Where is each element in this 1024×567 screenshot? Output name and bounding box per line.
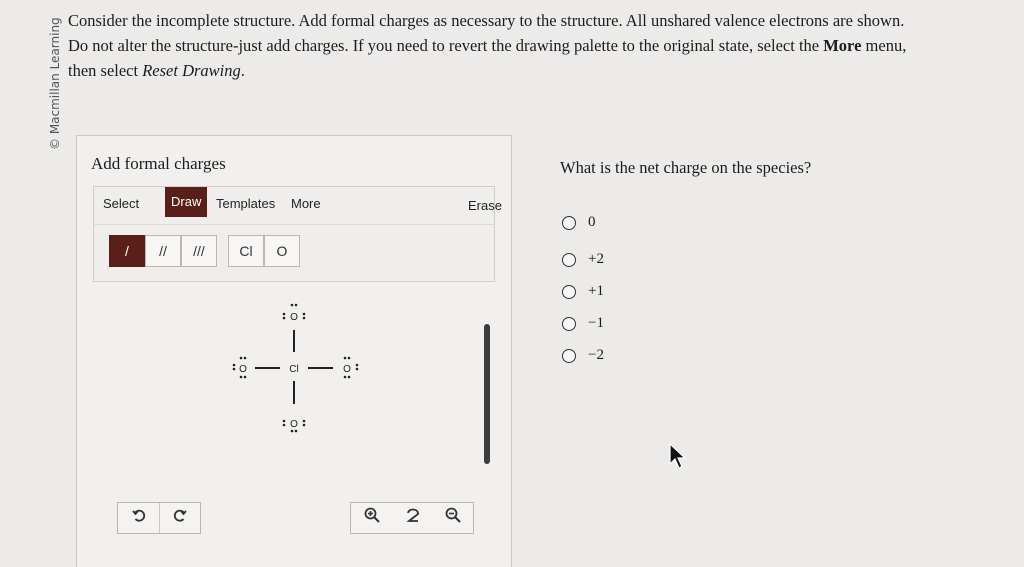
undo-button[interactable] (118, 503, 160, 533)
atom-left: O (239, 364, 247, 375)
zoom-controls (350, 502, 474, 534)
radio-button[interactable] (562, 216, 576, 230)
option-label: 0 (588, 214, 596, 230)
draw-tool[interactable]: Draw (165, 187, 207, 217)
erase-tool[interactable]: Erase (468, 198, 502, 213)
atom-right: O (343, 364, 351, 375)
reset-zoom-button[interactable] (392, 503, 433, 533)
prompt-line-1: Consider the incomplete structure. Add formal charges as necessary to the structure. All unshared valence electrons are shown. (68, 11, 905, 30)
templates-menu[interactable]: Templates (216, 196, 276, 211)
reset-zoom-icon (405, 507, 421, 523)
panel-title: Add formal charges (91, 154, 226, 173)
undo-redo-controls (117, 502, 201, 534)
canvas-scrollbar[interactable] (484, 324, 490, 464)
molecule-drawing (77, 136, 511, 496)
radio-button[interactable] (562, 253, 576, 267)
option-label: −1 (588, 315, 604, 331)
radio-button[interactable] (562, 285, 576, 299)
zoom-in-button[interactable] (351, 503, 392, 533)
select-tool[interactable]: Select (103, 196, 140, 211)
option-label: −2 (588, 347, 604, 363)
atom-bottom: O (290, 419, 298, 430)
oxygen-atom-button[interactable]: O (264, 235, 300, 267)
atom-center: Cl (289, 364, 299, 375)
radio-button[interactable] (562, 317, 576, 331)
zoom-in-icon (364, 507, 380, 523)
chlorine-atom-button[interactable]: Cl (228, 235, 264, 267)
question-prompt (68, 8, 998, 83)
net-charge-question: What is the net charge on the species? (560, 158, 812, 177)
single-bond-button[interactable]: / (109, 235, 145, 267)
prompt-line-3: then select Reset Drawing. (68, 61, 245, 80)
option-label: +1 (588, 283, 604, 299)
atom-top: O (290, 312, 298, 323)
redo-icon (173, 509, 187, 523)
mouse-pointer-icon (668, 442, 690, 470)
redo-button[interactable] (160, 503, 200, 533)
zoom-out-button[interactable] (433, 503, 473, 533)
publisher-label: © Macmillan Learning (48, 17, 62, 150)
zoom-out-icon (445, 507, 461, 523)
triple-bond-button[interactable]: /// (181, 235, 217, 267)
more-menu[interactable]: More (291, 196, 321, 211)
undo-icon (132, 509, 146, 523)
radio-button[interactable] (562, 349, 576, 363)
option-label: +2 (588, 251, 604, 267)
double-bond-button[interactable]: // (145, 235, 181, 267)
prompt-line-2: Do not alter the structure-just add charges. If you need to revert the drawing palette to the original state, select the More menu, (68, 36, 907, 55)
